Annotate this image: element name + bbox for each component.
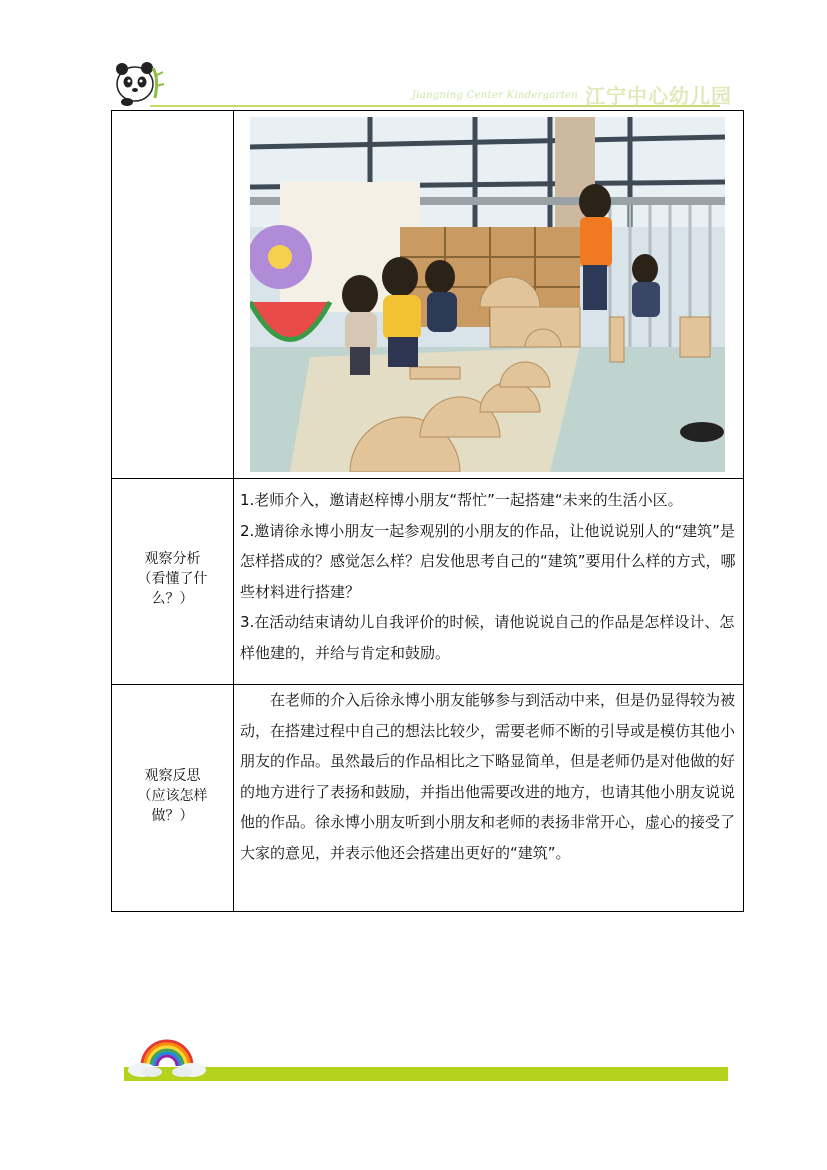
page-header [0, 0, 827, 110]
reflection-content [240, 685, 740, 868]
analysis-paragraph: 2.邀请徐永博小朋友一起参观别的小朋友的作品，让他说说别人的“建筑”是怎样搭成的？感觉怎么样？启发他思考自己的“建筑”要用什么样的方式，哪些材料进行搭建？ [240, 521, 736, 601]
rainbow-cloud-icon [124, 1030, 210, 1080]
panda-icon [113, 58, 167, 108]
footer-bar [124, 1067, 728, 1081]
label-line: 观察分析 [144, 551, 201, 567]
observation-table [111, 110, 744, 912]
children-building-blocks-photo [250, 117, 725, 472]
column-divider [233, 111, 234, 911]
label-line: 做？） [151, 808, 194, 824]
label-line: 么？） [151, 591, 194, 607]
row-label-analysis [112, 549, 233, 609]
analysis-paragraph: 1.老师介入，邀请赵梓博小朋友“帮忙”一起搭建“未来的生活小区。 [240, 491, 683, 509]
brand-chinese: 江宁中心幼儿园 [585, 84, 732, 108]
brand-english: Jiangning Center Kindergarten [412, 90, 579, 101]
reflection-paragraph: 在老师的介入后徐永博小朋友能够参与到活动中来，但是仍显得较为被动，在搭建过程中自己的想法比较少，需要老师不断的引导或是模仿其他小朋友的作品。虽然最后的作品相比之下略显简单，但是老师仍是对他做的好的地方进行了表扬和鼓励，并指出他需要改进的地方，也请其他小朋友说说他的作品。徐永博小朋友听到小朋友和老师的表扬非常开心，虚心的接受了大家的意见，并表示他还会搭建出更好的“建筑”。 [240, 691, 736, 862]
label-line: （应该怎样 [137, 788, 208, 804]
analysis-paragraph: 3.在活动结束请幼儿自我评价的时候，请他说说自己的作品是怎样设计、怎样他建的，并给与肯定和鼓励。 [240, 613, 735, 662]
row-label-reflection [112, 766, 233, 826]
row-divider [112, 478, 743, 479]
analysis-content [240, 485, 740, 668]
label-line: 观察反思 [144, 768, 201, 784]
label-line: （看懂了什 [137, 571, 208, 587]
